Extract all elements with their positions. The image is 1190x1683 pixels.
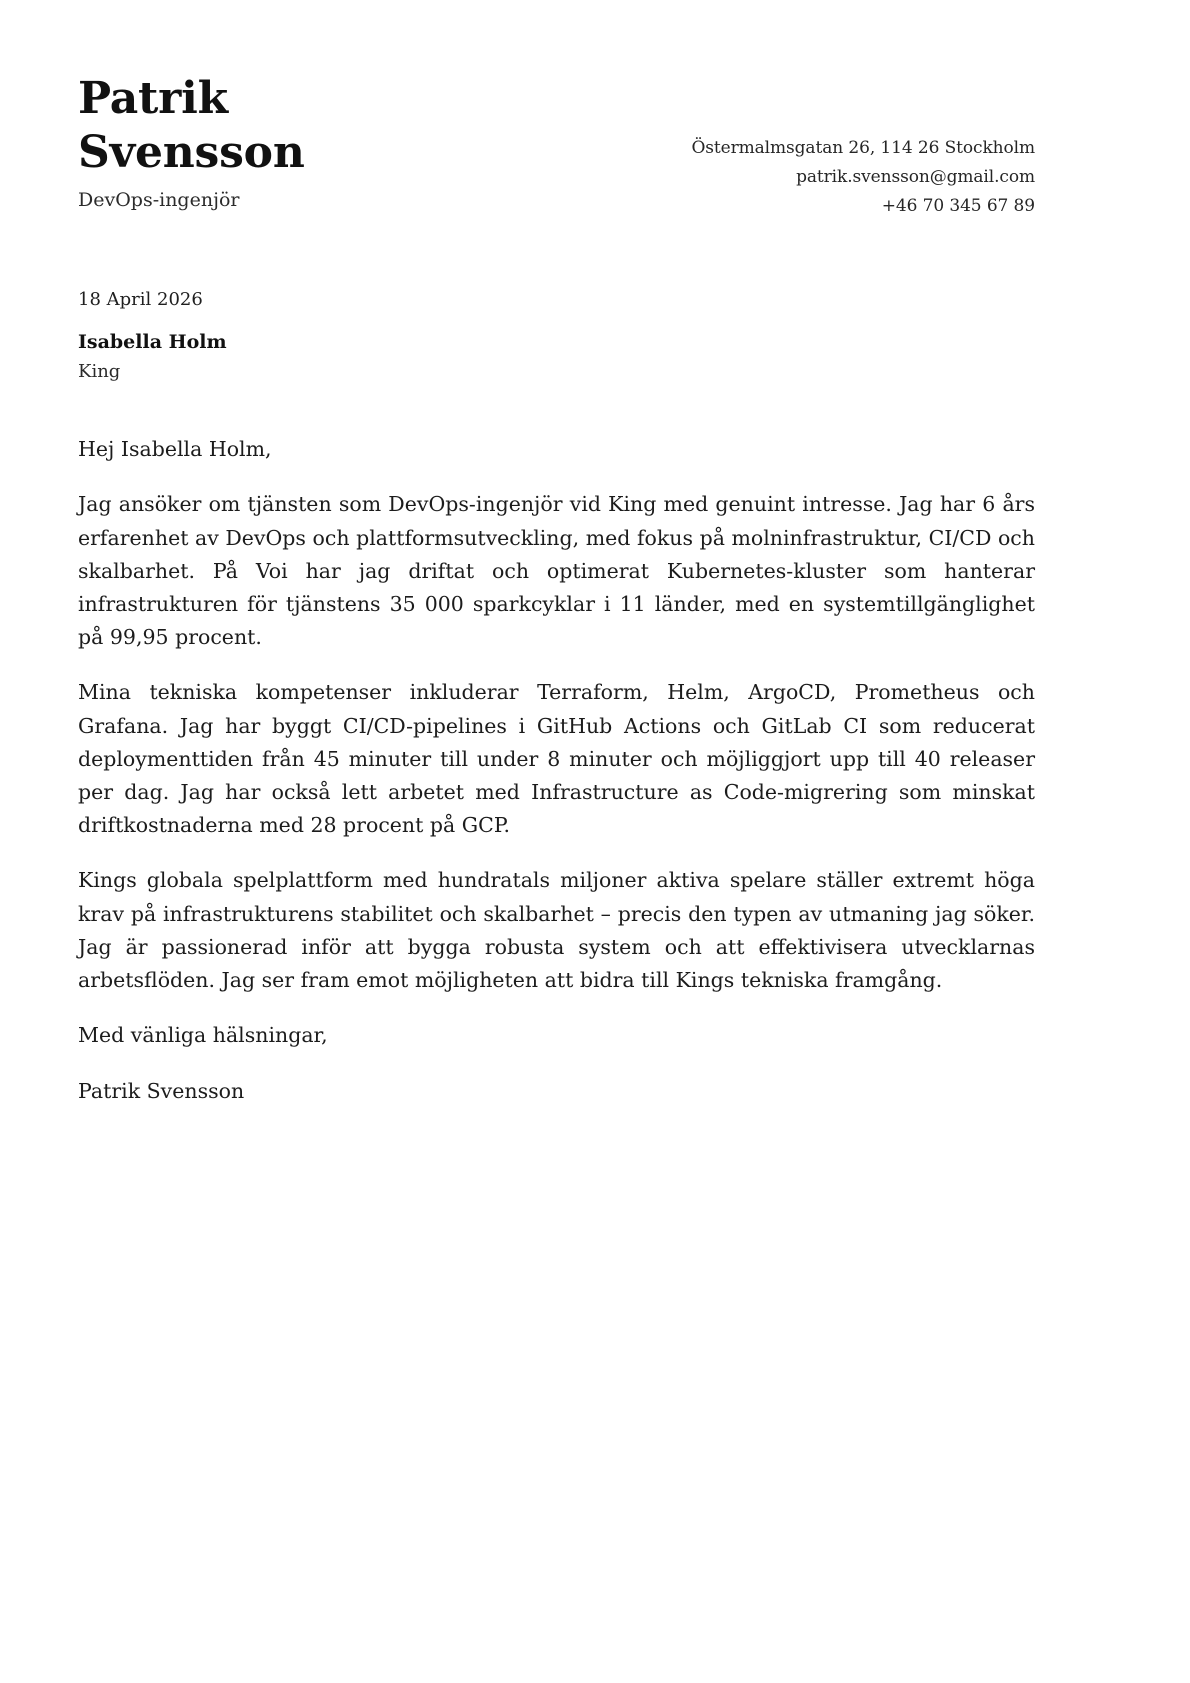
body-paragraph-2: Mina tekniska kompetenser inkluderar Terraform, Helm, ArgoCD, Prometheus och Grafana. Jag har byggt CI/CD-pipelines i GitHub Actions och GitLab CI som reducerat deploymenttiden från 45 minuter till under 8 minuter och möjliggjort upp till 40 releaser per dag. Jag har också lett arbetet med Infrastructure as Code-migrering som minskat driftkostnaderna med 28 procent på GCP. [78, 680, 1035, 838]
body-paragraph-3: Kings globala spelplattform med hundratals miljoner aktiva spelare ställer extremt höga krav på infrastrukturens stabilitet och skalbarhet – precis den typen av utmaning jag söker. Jag är passionerad inför att bygga robusta system och att effektivisera utvecklarnas arbetsflöden. Jag ser fram emot möjligheten att bidra till Kings tekniska framgång. [78, 868, 1035, 993]
letter-date: 18 April 2026 [78, 288, 203, 310]
applicant-name: Patrik Svensson [78, 73, 305, 178]
closing-line: Med vänliga hälsningar, [78, 1023, 328, 1048]
recipient-name: Isabella Holm [78, 330, 227, 353]
contact-email: patrik.svensson@gmail.com [796, 167, 1035, 188]
contact-details [691, 72, 1035, 222]
body-paragraph-1: Jag ansöker om tjänsten som DevOps-ingenjör vid King med genuint intresse. Jag har 6 års erfarenhet av DevOps och plattformsutveckling, med fokus på molninfrastruktur, CI/CD och skalbarhet. På Voi har jag driftat och optimerat Kubernetes-kluster som hanterar infrastrukturen för tjänstens 35 000 sparkcyklar i 11 länder, med en systemtillgänglighet på 99,95 procent. [78, 492, 1035, 650]
letter-header [78, 72, 1035, 222]
identity-block [78, 72, 338, 214]
applicant-job-title: DevOps-ingenjör [78, 189, 240, 212]
contact-phone: +46 70 345 67 89 [881, 196, 1035, 217]
recipient-company: King [78, 361, 121, 383]
contact-address: Östermalmsgatan 26, 114 26 Stockholm [691, 138, 1035, 158]
letter-body [78, 433, 1035, 1107]
letter-meta [78, 286, 1035, 386]
signature-name: Patrik Svensson [78, 1078, 245, 1103]
salutation: Hej Isabella Holm, [78, 437, 272, 462]
